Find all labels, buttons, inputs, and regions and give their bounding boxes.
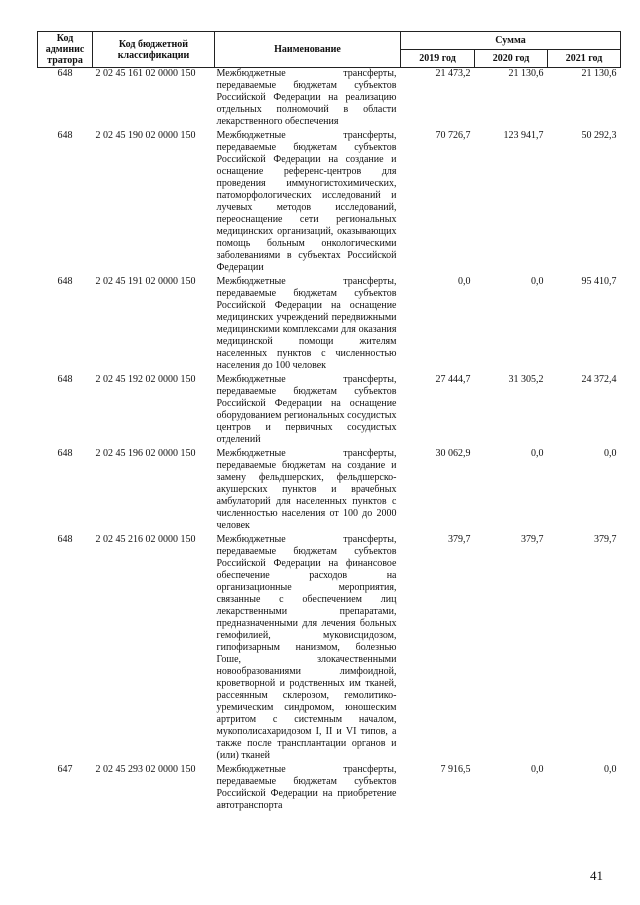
- budget-code-cell: 2 02 45 191 02 0000 150: [95, 276, 196, 287]
- header-sum: Сумма: [401, 32, 621, 50]
- budget-code-cell: 2 02 45 190 02 0000 150: [95, 130, 196, 141]
- admin-code-cell: 647: [57, 764, 73, 775]
- sum-2019-cell: 7 916,5: [440, 764, 471, 775]
- sum-2021-cell: 24 372,4: [581, 374, 617, 385]
- header-name: Наименование: [215, 32, 401, 68]
- header-year-2019: 2019 год: [401, 50, 475, 68]
- admin-code-cell: 648: [57, 448, 73, 459]
- sum-2021-cell: 379,7: [594, 534, 617, 545]
- table-row: [38, 448, 621, 534]
- sum-2019-cell: 379,7: [448, 534, 471, 545]
- budget-code-cell: 2 02 45 196 02 0000 150: [95, 448, 196, 459]
- sum-2020-cell: 31 305,2: [508, 374, 544, 385]
- name-cell: Межбюджетные трансферты, передаваемые бюджетам субъектов Российской Федерации на оснащение оборудованием региональных сосудистых центров и первичных сосудистых отделений: [216, 374, 397, 445]
- budget-code-cell: 2 02 45 216 02 0000 150: [95, 534, 196, 545]
- budget-code-cell: 2 02 45 161 02 0000 150: [95, 68, 196, 79]
- header-admin-code: Код админис тратора: [38, 32, 93, 68]
- admin-code-cell: 648: [57, 68, 73, 79]
- name-cell: Межбюджетные трансферты, передаваемые бюджетам субъектов Российской Федерации на приобретение автотранспорта: [216, 764, 397, 811]
- budget-code-cell: 2 02 45 293 02 0000 150: [95, 764, 196, 775]
- page-number: 41: [590, 868, 603, 883]
- header-year-2021: 2021 год: [548, 50, 621, 68]
- table-row: [38, 130, 621, 276]
- sum-2020-cell: 379,7: [521, 534, 544, 545]
- sum-2021-cell: 21 130,6: [581, 68, 617, 79]
- sum-2020-cell: 0,0: [531, 448, 544, 459]
- sum-2019-cell: 30 062,9: [435, 448, 471, 459]
- sum-2019-cell: 70 726,7: [435, 130, 471, 141]
- sum-2019-cell: 21 473,2: [435, 68, 471, 79]
- header-budget-class: Код бюджетной классификации: [93, 32, 215, 68]
- admin-code-cell: 648: [57, 374, 73, 385]
- header-year-2020: 2020 год: [475, 50, 548, 68]
- sum-2021-cell: 95 410,7: [581, 276, 617, 287]
- table-row: [38, 534, 621, 764]
- sum-2019-cell: 0,0: [458, 276, 471, 287]
- name-cell: Межбюджетные трансферты, передаваемые бюджетам субъектов Российской Федерации на реализацию отдельных полномочий в области лекарственного обеспечения: [216, 68, 397, 127]
- name-cell: Межбюджетные трансферты, передаваемые бюджетам субъектов Российской Федерации на финансовое обеспечение расходов на организационные мероприятия, связанные с обеспечением лиц лекарственными препаратами, предназначенными для лечения больных гемофилией, муковисцидозом, гипофизарным нанизмом, болезнью Гоше, злокачественными новообразованиями лимфоидной, кроветворной и родственных им тканей, рассеянным склерозом, гемолитико-уремическим синдромом, юношеским артритом с системным началом, мукополисахаридозом I, II и VI типов, а также после трансплантации органов и (или) тканей: [216, 534, 397, 761]
- table-row: [38, 276, 621, 374]
- admin-code-cell: 648: [57, 276, 73, 287]
- sum-2020-cell: 0,0: [531, 276, 544, 287]
- admin-code-cell: 648: [57, 130, 73, 141]
- table-row: [38, 68, 621, 131]
- sum-2020-cell: 123 941,7: [503, 130, 544, 141]
- budget-table: [37, 31, 621, 814]
- sum-2020-cell: 0,0: [531, 764, 544, 775]
- name-cell: Межбюджетные трансферты, передаваемые бюджетам субъектов Российской Федерации на оснащение медицинских учреждений передвижными медицинскими комплексами для оказания медицинской помощи жителям населенных пунктов с численностью населения до 100 человек: [216, 276, 397, 371]
- table-row: [38, 374, 621, 448]
- sum-2021-cell: 0,0: [604, 448, 617, 459]
- admin-code-cell: 648: [57, 534, 73, 545]
- table-row: [38, 764, 621, 814]
- sum-2020-cell: 21 130,6: [508, 68, 544, 79]
- name-cell: Межбюджетные трансферты, передаваемые бюджетам на создание и замену фельдшерских, фельдшерско-акушерских пунктов и врачебных амбулаторий для населенных пунктов с численностью населения от 100 до 2000 человек: [216, 448, 397, 531]
- document-page: [37, 31, 620, 814]
- sum-2021-cell: 50 292,3: [581, 130, 617, 141]
- sum-2021-cell: 0,0: [604, 764, 617, 775]
- sum-2019-cell: 27 444,7: [435, 374, 471, 385]
- name-cell: Межбюджетные трансферты, передаваемые бюджетам субъектов Российской Федерации на создание и оснащение референс-центров для проведения иммуногистохимических, патоморфологических исследований и лучевых методов исследований, переоснащение сети региональных медицинских организаций, оказывающих помощь больным онкологическими заболеваниями в субъектах Российской Федерации: [216, 130, 397, 273]
- budget-code-cell: 2 02 45 192 02 0000 150: [95, 374, 196, 385]
